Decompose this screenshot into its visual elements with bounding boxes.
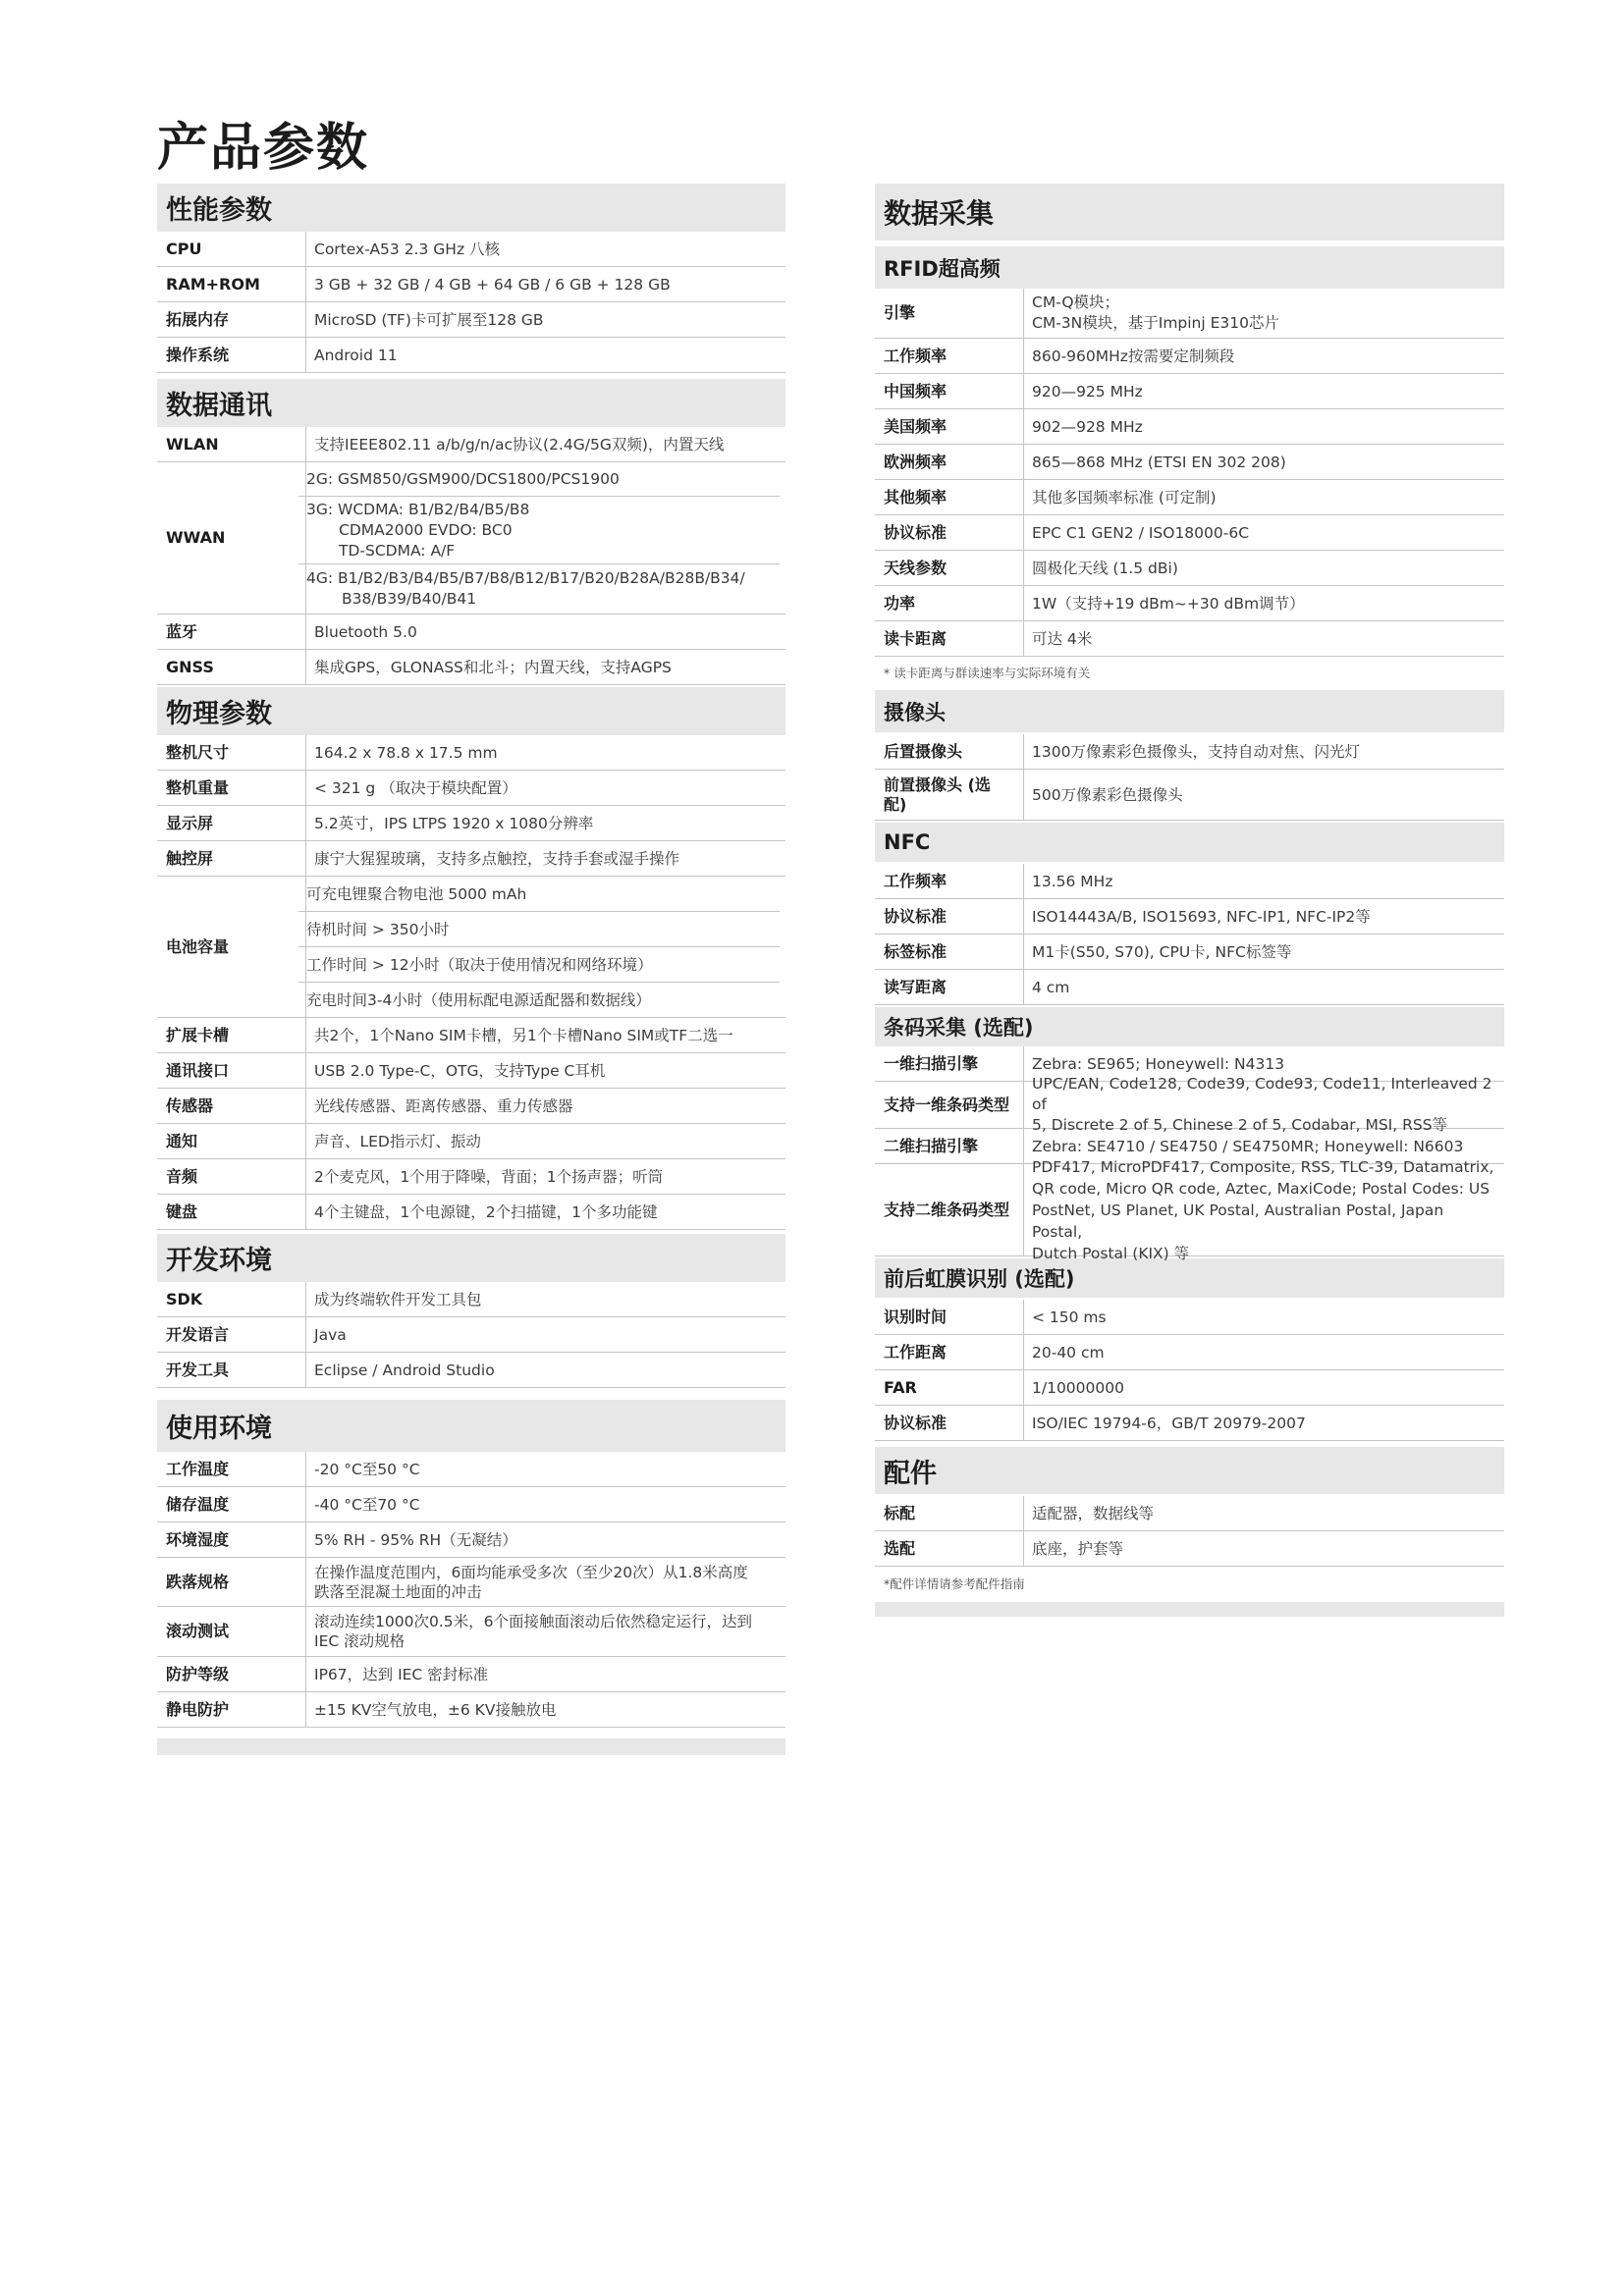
spec-key: 标配 xyxy=(875,1496,1024,1530)
front-camera-key-line2: 配) xyxy=(884,794,907,814)
spec-row xyxy=(157,1317,785,1353)
spec-key: 选配 xyxy=(875,1531,1024,1566)
spec-key: 储存温度 xyxy=(157,1487,306,1522)
spec-key: 静电防护 xyxy=(157,1692,306,1727)
section-title-nfc: NFC xyxy=(875,823,1504,862)
section-rfid xyxy=(875,246,1504,690)
spec-value: 共2个，1个Nano SIM卡槽，另1个卡槽Nano SIM或TF二选一 xyxy=(314,1026,733,1044)
wwan-4g-line1: 4G: B1/B2/B3/B4/B5/B7/B8/B12/B17/B20/B28A/B28B/B34/ xyxy=(306,569,745,587)
spec-value: 圆极化天线 (1.5 dBi) xyxy=(1032,559,1178,577)
left-end-bar xyxy=(157,1738,785,1755)
spec-row-wlan xyxy=(157,427,785,462)
physical-table-a xyxy=(157,735,785,877)
spec-row xyxy=(157,1522,785,1558)
spec-key: 引擎 xyxy=(875,289,1024,338)
spec-key: FAR xyxy=(875,1370,1024,1405)
spec-value: 164.2 x 78.8 x 17.5 mm xyxy=(314,743,498,762)
spec-row xyxy=(157,1657,785,1692)
spec-value: 1W（支持+19 dBm~+30 dBm调节） xyxy=(1032,594,1305,613)
battery-standby: 待机时间 > 350小时 xyxy=(298,912,780,947)
spec-value: Android 11 xyxy=(314,346,398,364)
spec-value: 5% RH - 95% RH（无凝结） xyxy=(314,1530,517,1549)
spec-key: 美国频率 xyxy=(875,409,1024,444)
spec-row xyxy=(157,806,785,841)
spec-value: 1/10000000 xyxy=(1032,1378,1124,1397)
section-title-iris: 前后虹膜识别 (选配) xyxy=(875,1258,1504,1298)
spec-row xyxy=(157,1053,785,1089)
spec-value: USB 2.0 Type-C，OTG，支持Type C耳机 xyxy=(314,1061,606,1080)
spec-row xyxy=(875,1335,1504,1370)
battery-working: 工作时间 > 12小时（取决于使用情况和网络环境） xyxy=(298,947,780,983)
spec-row xyxy=(875,409,1504,445)
spec-key: 天线参数 xyxy=(875,551,1024,585)
spec-key: 二维扫描引擎 xyxy=(875,1129,1024,1163)
spec-value xyxy=(306,877,785,1017)
spec-key: 蓝牙 xyxy=(157,614,306,649)
spec-key: 开发工具 xyxy=(157,1353,306,1387)
battery-capacity: 可充电锂聚合物电池 5000 mAh xyxy=(298,877,780,912)
spec-row xyxy=(157,1195,785,1230)
rfid-note: * 读卡距离与群读速率与实际环境有关 xyxy=(884,666,1091,680)
spec-value: Eclipse / Android Studio xyxy=(314,1361,495,1379)
spec-key: 键盘 xyxy=(157,1195,306,1229)
spec-key: CPU xyxy=(157,232,306,266)
spec-row xyxy=(157,302,785,338)
spec-key xyxy=(875,770,1024,820)
environment-table-b xyxy=(157,1657,785,1728)
1d-types-line2: 5, Discrete 2 of 5, Chinese 2 of 5, Codabar, MSI, RSS等 xyxy=(1032,1116,1448,1134)
spec-value: 其他多国频率标准 (可定制) xyxy=(1032,488,1217,507)
spec-value: 860-960MHz按需要定制频段 xyxy=(1032,347,1235,365)
spec-key: 工作频率 xyxy=(875,339,1024,373)
iris-table xyxy=(875,1300,1504,1441)
spec-key: 显示屏 xyxy=(157,806,306,840)
spec-key: 功率 xyxy=(875,586,1024,620)
spec-value: Zebra: SE965; Honeywell: N4313 xyxy=(1032,1054,1285,1073)
accessories-note: *配件详情请参考配件指南 xyxy=(884,1576,1025,1591)
tumble-line2: IEC 滚动规格 xyxy=(314,1632,406,1650)
spec-row xyxy=(157,267,785,302)
spec-value: 康宁大猩猩玻璃，支持多点触控，支持手套或湿手操作 xyxy=(314,849,680,868)
drop-line2: 跌落至混凝土地面的冲击 xyxy=(314,1582,482,1601)
spec-row-bluetooth xyxy=(157,614,785,650)
spec-key: 操作系统 xyxy=(157,338,306,372)
spec-key: 识别时间 xyxy=(875,1300,1024,1334)
tumble-line1: 滚动连续1000次0.5米，6个面接触面滚动后依然稳定运行，达到 xyxy=(314,1613,752,1630)
wwan-3g-line1: 3G: WCDMA: B1/B2/B4/B5/B8 xyxy=(306,500,530,518)
spec-row-rear-camera xyxy=(875,734,1504,770)
section-accessories xyxy=(875,1447,1504,1617)
wwan-4g-line2: B38/B39/B40/B41 xyxy=(342,590,477,608)
spec-key: 扩展卡槽 xyxy=(157,1018,306,1052)
spec-row-battery xyxy=(157,877,785,1018)
spec-key: 欧洲频率 xyxy=(875,445,1024,479)
section-title-data-capture: 数据采集 xyxy=(875,184,1504,240)
spec-value xyxy=(1024,1075,1504,1134)
spec-key: 音频 xyxy=(157,1159,306,1194)
spec-key: 读卡距离 xyxy=(875,621,1024,656)
nfc-table xyxy=(875,864,1504,1005)
spec-value xyxy=(1024,1157,1504,1262)
spec-row-wwan xyxy=(157,462,785,614)
spec-key: 后置摄像头 xyxy=(875,734,1024,769)
spec-key: 滚动测试 xyxy=(157,1607,306,1656)
spec-key: WLAN xyxy=(157,427,306,461)
spec-row xyxy=(875,621,1504,657)
spec-row xyxy=(157,1353,785,1388)
2d-types-line1: PDF417, MicroPDF417, Composite, RSS, TLC-39, Datamatrix, xyxy=(1032,1157,1494,1176)
section-development xyxy=(157,1234,785,1388)
spec-key: 跌落规格 xyxy=(157,1558,306,1606)
spec-row xyxy=(157,1692,785,1728)
right-end-bar xyxy=(875,1602,1504,1617)
spec-row xyxy=(875,1300,1504,1335)
spec-value: < 150 ms xyxy=(1032,1308,1107,1326)
spec-key: 支持一维条码类型 xyxy=(875,1082,1024,1128)
wwan-2g xyxy=(298,462,780,497)
spec-key: WWAN xyxy=(157,462,306,614)
section-environment xyxy=(157,1400,785,1755)
spec-row xyxy=(875,515,1504,551)
spec-value: EPC C1 GEN2 / ISO18000-6C xyxy=(1032,523,1250,542)
spec-row xyxy=(875,1406,1504,1441)
spec-key: 环境湿度 xyxy=(157,1522,306,1557)
spec-value: 902—928 MHz xyxy=(1032,417,1143,436)
spec-row xyxy=(875,934,1504,970)
spec-key: 标签标准 xyxy=(875,934,1024,969)
spec-row xyxy=(875,586,1504,621)
2d-types-line4: Dutch Postal (KIX) 等 xyxy=(1032,1244,1190,1262)
spec-key: 防护等级 xyxy=(157,1657,306,1691)
spec-row xyxy=(157,735,785,771)
spec-row-front-camera xyxy=(875,770,1504,821)
spec-value: 4 cm xyxy=(1032,978,1070,996)
physical-table-b xyxy=(157,1018,785,1230)
spec-value: ISO14443A/B, ISO15693, NFC-IP1, NFC-IP2等 xyxy=(1032,907,1371,926)
spec-value: 可达 4米 xyxy=(1032,629,1093,648)
wwan-3g xyxy=(298,497,780,564)
spec-row-tumble xyxy=(157,1607,785,1657)
spec-row xyxy=(875,1531,1504,1567)
page-title: 产品参数 xyxy=(157,119,370,178)
spec-key: 读写距离 xyxy=(875,970,1024,1004)
spec-key: GNSS xyxy=(157,650,306,684)
spec-value: Zebra: SE4710 / SE4750 / SE4750MR; Honeywell: N6603 xyxy=(1032,1137,1464,1155)
spec-key: SDK xyxy=(157,1282,306,1316)
spec-row xyxy=(157,338,785,373)
engine-line2: CM-3N模块，基于Impinj E310芯片 xyxy=(1032,314,1279,332)
spec-row xyxy=(157,1282,785,1317)
section-barcode xyxy=(875,1007,1504,1262)
spec-row-2d-types xyxy=(875,1157,1504,1262)
battery-charging: 充电时间3-4小时（使用标配电源适配器和数据线） xyxy=(306,990,651,1009)
wwan-2g-text: 2G: GSM850/GSM900/DCS1800/PCS1900 xyxy=(306,469,620,488)
spec-value: 声音、LED指示灯、振动 xyxy=(314,1132,481,1150)
environment-table-a xyxy=(157,1452,785,1558)
spec-row xyxy=(875,970,1504,1005)
section-physical xyxy=(157,687,785,1230)
drop-line1: 在操作温度范围内，6面均能承受多次（至少20次）从1.8米高度 xyxy=(314,1563,748,1581)
section-title-camera: 摄像头 xyxy=(875,690,1504,732)
spec-row xyxy=(875,1370,1504,1406)
section-title-environment: 使用环境 xyxy=(157,1400,785,1452)
section-title-development: 开发环境 xyxy=(157,1234,785,1282)
spec-key: 工作温度 xyxy=(157,1452,306,1486)
spec-value: MicroSD (TF)卡可扩展至128 GB xyxy=(314,310,544,329)
2d-types-line2: QR code, Micro QR code, Aztec, MaxiCode; Postal Codes: US xyxy=(1032,1179,1490,1198)
development-table xyxy=(157,1282,785,1388)
spec-value: 920—925 MHz xyxy=(1032,382,1143,400)
wwan-3g-line3: TD-SCDMA: A/F xyxy=(339,541,456,560)
spec-key: 支持二维条码类型 xyxy=(875,1164,1024,1255)
2d-types-line3: PostNet, US Planet, UK Postal, Australian Postal, Japan Postal, xyxy=(1032,1201,1444,1241)
spec-value xyxy=(306,1558,785,1606)
spec-key: 协议标准 xyxy=(875,1406,1024,1440)
front-camera-key-line1: 前置摄像头 (选 xyxy=(884,774,991,794)
spec-row xyxy=(157,1159,785,1195)
accessories-table xyxy=(875,1496,1504,1567)
spec-value: 1300万像素彩色摄像头，支持自动对焦、闪光灯 xyxy=(1032,742,1360,761)
section-iris xyxy=(875,1258,1504,1441)
spec-row xyxy=(875,480,1504,515)
spec-key: 通讯接口 xyxy=(157,1053,306,1088)
spec-row xyxy=(875,339,1504,374)
spec-row xyxy=(875,374,1504,409)
spec-key: 传感器 xyxy=(157,1089,306,1123)
spec-row-engine xyxy=(875,289,1504,339)
spec-value: 5.2英寸，IPS LTPS 1920 x 1080分辨率 xyxy=(314,814,594,832)
spec-key: 触控屏 xyxy=(157,841,306,876)
spec-row xyxy=(875,899,1504,934)
rfid-table xyxy=(875,339,1504,657)
spec-value: ISO/IEC 19794-6，GB/T 20979-2007 xyxy=(1032,1414,1306,1432)
engine-line1: CM-Q模块； xyxy=(1032,294,1120,311)
spec-row xyxy=(157,232,785,267)
spec-row xyxy=(157,1452,785,1487)
spec-value: Cortex-A53 2.3 GHz 八核 xyxy=(314,240,501,258)
spec-value: < 321 g （取决于模块配置） xyxy=(314,778,517,797)
spec-row xyxy=(875,551,1504,586)
spec-value: 底座，护套等 xyxy=(1032,1539,1124,1558)
spec-key: 整机重量 xyxy=(157,771,306,805)
section-title-physical: 物理参数 xyxy=(157,687,785,735)
section-title-performance: 性能参数 xyxy=(157,184,785,232)
section-performance xyxy=(157,184,785,373)
spec-row xyxy=(157,1124,785,1159)
spec-row xyxy=(157,1487,785,1522)
spec-row xyxy=(157,771,785,806)
spec-key: 通知 xyxy=(157,1124,306,1158)
spec-value xyxy=(1024,289,1504,338)
spec-value: 13.56 MHz xyxy=(1032,872,1113,890)
spec-value: 865—868 MHz (ETSI EN 302 208) xyxy=(1032,453,1286,471)
spec-row xyxy=(875,445,1504,480)
spec-value: 3 GB + 32 GB / 4 GB + 64 GB / 6 GB + 128 GB xyxy=(314,275,671,294)
spec-value: IP67，达到 IEC 密封标准 xyxy=(314,1665,489,1683)
section-communication xyxy=(157,379,785,685)
spec-value xyxy=(306,462,785,614)
wwan-4g xyxy=(298,564,780,614)
section-nfc xyxy=(875,823,1504,1005)
spec-row-drop xyxy=(157,1558,785,1607)
spec-value: M1卡(S50, S70), CPU卡, NFC标签等 xyxy=(1032,942,1292,961)
spec-key: 开发语言 xyxy=(157,1317,306,1352)
spec-value: 20-40 cm xyxy=(1032,1343,1105,1362)
spec-row xyxy=(157,1018,785,1053)
section-title-communication: 数据通讯 xyxy=(157,379,785,427)
spec-key: 其他频率 xyxy=(875,480,1024,514)
spec-value: 4个主键盘，1个电源键，2个扫描键，1个多功能键 xyxy=(314,1202,658,1221)
spec-value: -20 °C至50 °C xyxy=(314,1460,420,1478)
spec-key: 工作距离 xyxy=(875,1335,1024,1369)
spec-key: 一维扫描引擎 xyxy=(875,1046,1024,1081)
spec-value: Bluetooth 5.0 xyxy=(314,622,417,641)
spec-row xyxy=(875,1496,1504,1531)
spec-value: 成为终端软件开发工具包 xyxy=(314,1290,482,1308)
section-camera xyxy=(875,690,1504,821)
spec-value: 光线传感器、距离传感器、重力传感器 xyxy=(314,1096,573,1115)
spec-value: 集成GPS，GLONASS和北斗；内置天线，支持AGPS xyxy=(314,658,672,676)
spec-value: 2个麦克风，1个用于降噪，背面；1个扬声器；听筒 xyxy=(314,1167,664,1186)
spec-value xyxy=(306,1607,785,1656)
section-title-rfid: RFID超高频 xyxy=(875,246,1504,289)
spec-value: 支持IEEE802.11 a/b/g/n/ac协议(2.4G/5G双频)，内置天线 xyxy=(314,435,725,454)
spec-key: RAM+ROM xyxy=(157,267,306,301)
spec-value: -40 °C至70 °C xyxy=(314,1495,420,1514)
spec-value: 适配器，数据线等 xyxy=(1032,1504,1155,1522)
spec-row xyxy=(157,1089,785,1124)
spec-value: ±15 KV空气放电，±6 KV接触放电 xyxy=(314,1700,557,1719)
section-title-accessories: 配件 xyxy=(875,1447,1504,1494)
spec-row xyxy=(157,841,785,877)
right-column xyxy=(875,184,1504,1617)
wwan-3g-line2: CDMA2000 EVDO: BC0 xyxy=(339,520,513,539)
spec-value: 500万像素彩色摄像头 xyxy=(1032,785,1183,804)
spec-key: 协议标准 xyxy=(875,899,1024,934)
1d-types-line1: UPC/EAN, Code128, Code39, Code93, Code11, Interleaved 2 of xyxy=(1032,1075,1492,1113)
spec-row xyxy=(875,864,1504,899)
spec-value: Java xyxy=(314,1325,347,1344)
spec-key: 拓展内存 xyxy=(157,302,306,337)
spec-key: 电池容量 xyxy=(157,877,306,1017)
spec-row-gnss xyxy=(157,650,785,685)
spec-key: 工作频率 xyxy=(875,864,1024,898)
spec-key: 协议标准 xyxy=(875,515,1024,550)
spec-key: 整机尺寸 xyxy=(157,735,306,770)
spec-row-1d-types xyxy=(875,1075,1504,1134)
spec-key: 中国频率 xyxy=(875,374,1024,408)
section-title-barcode: 条码采集 (选配) xyxy=(875,1007,1504,1046)
performance-table xyxy=(157,232,785,373)
left-column xyxy=(157,184,785,1755)
